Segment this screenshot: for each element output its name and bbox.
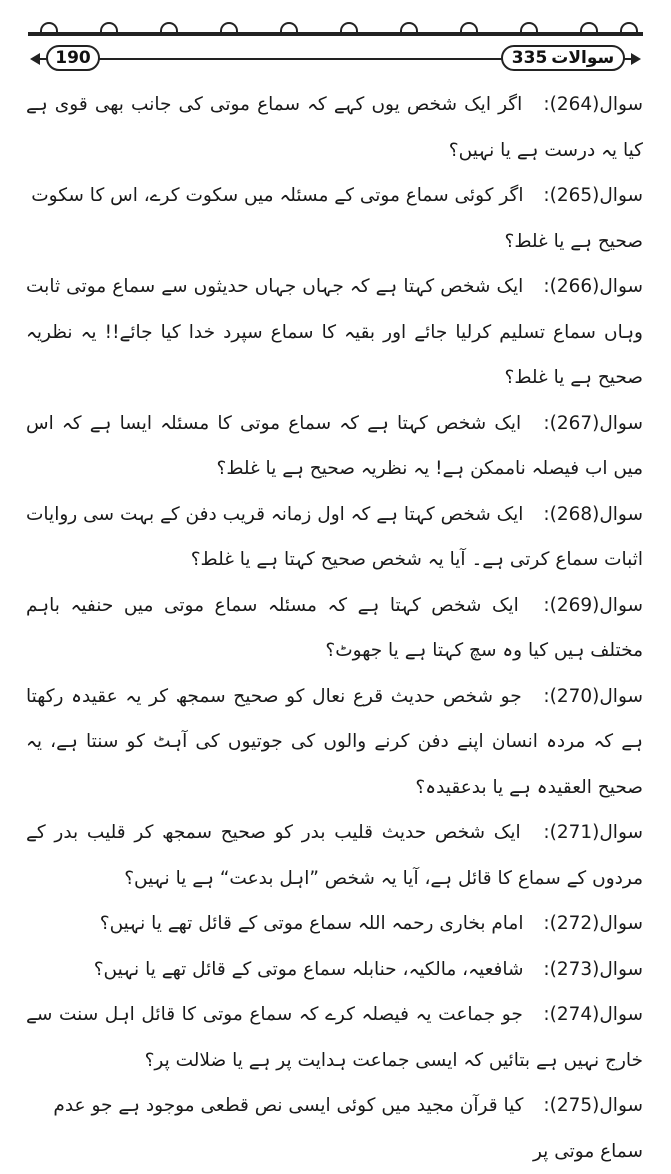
question-text: ایک شخص حدیث قلیب بدر کو صحیح سمجھ کر قلیب بدر کے مردوں کے سماع کا قائل ہے، آیا یہ شخص ”اہل بدعت“ ہے یا نہیں؟: [26, 822, 643, 889]
question-label: سوال(268):: [543, 503, 643, 525]
question-list: [26, 82, 643, 1174]
question-label: سوال(266):: [543, 276, 643, 297]
ornament-icon: [280, 22, 298, 34]
question-number: 270: [556, 685, 593, 707]
question-item: [26, 901, 643, 947]
question-label: سوال(274):: [543, 1004, 643, 1025]
question-label: سوال(269):: [543, 594, 643, 616]
ornament-icon: [520, 22, 538, 34]
question-label: سوال(267):: [543, 412, 643, 434]
ornament-icon: [160, 22, 178, 34]
question-number: 264: [556, 94, 593, 115]
question-text: ایک شخص کہتا ہے کہ مسئلہ سماع موتی میں حنفیہ باہم مختلف ہیں کیا وہ سچ کہتا ہے یا جھوٹ؟: [26, 594, 643, 661]
book-title-number: 335: [511, 48, 548, 68]
question-item: [26, 674, 643, 811]
book-title-word: سوالات: [551, 48, 615, 68]
ornament-icon: [340, 22, 358, 34]
question-label: سوال(272):: [543, 913, 643, 934]
question-number: 267: [556, 412, 593, 434]
question-text: جو جماعت یہ فیصلہ کرے کہ سماع موتی کا قائل اہل سنت سے خارج نہیں ہے بتائیں کہ ایسی جماعت ہدایت پر ہے یا ضلالت پر؟: [26, 1004, 643, 1071]
page-number-text: 190: [55, 48, 91, 68]
question-item: [26, 1083, 643, 1174]
question-item: [26, 992, 643, 1083]
question-item: [26, 264, 643, 401]
question-label: سوال(264):: [543, 94, 644, 115]
question-text: شافعیہ، مالکیہ، حنابلہ سماع موتی کے قائل تھے یا نہیں؟: [93, 958, 524, 980]
question-label: سوال(265):: [543, 185, 643, 206]
question-item: [26, 401, 643, 492]
ornament-icon: [400, 22, 418, 34]
question-number: 274: [556, 1004, 593, 1025]
question-number: 266: [556, 276, 593, 297]
question-text: اگر کوئی سماع موتی کے مسئلہ میں سکوت کرے، اس کا سکوت صحیح ہے یا غلط؟: [31, 185, 643, 252]
ornament-icon: [460, 22, 478, 34]
page-number: [46, 45, 100, 71]
question-item: [26, 583, 643, 674]
question-label: سوال(275):: [543, 1095, 643, 1116]
question-item: [26, 947, 643, 993]
question-number: 271: [556, 822, 593, 843]
question-text: اگر ایک شخص یوں کہے کہ سماع موتی کی جانب بھی قوی ہے کیا یہ درست ہے یا نہیں؟: [26, 94, 643, 161]
question-text: ایک شخص کہتا ہے کہ سماع موتی کا مسئلہ ایسا ہے کہ اس میں اب فیصلہ ناممکن ہے! یہ نظریہ صحیح ہے یا غلط؟: [26, 412, 643, 479]
question-text: ایک شخص کہتا ہے کہ اول زمانہ قریب دفن کے بہت سی روایات اثبات سماع کرتی ہے۔ آیا یہ شخص صحیح کہتا ہے یا غلط؟: [26, 503, 643, 570]
ornament-icon: [220, 22, 238, 34]
question-item: [26, 810, 643, 901]
ornament-icon: [40, 22, 58, 34]
question-label: سوال(273):: [543, 958, 643, 980]
arrow-left-icon: [30, 53, 40, 65]
question-item: [26, 492, 643, 583]
question-text: ایک شخص کہتا ہے کہ جہاں جہاں حدیثوں سے سماع موتی ثابت وہاں سماع تسلیم کرلیا جائے اور بقیہ کا سماع سپرد خدا کیا جائے!! یہ نظریہ صحیح ہے یا غلط؟: [26, 276, 643, 388]
question-text: امام بخاری رحمہ اللہ سماع موتی کے قائل تھے یا نہیں؟: [99, 913, 524, 934]
question-number: 268: [556, 503, 593, 525]
arrow-right-icon: [631, 53, 641, 65]
ornament-icon: [580, 22, 598, 34]
question-label: سوال(270):: [543, 685, 643, 707]
question-number: 273: [556, 958, 593, 980]
ornament-icon: [100, 22, 118, 34]
top-ornament-border: [28, 32, 643, 36]
question-text: کیا قرآن مجید میں کوئی ایسی نص قطعی موجود ہے جو عدم سماع موتی پر: [53, 1095, 643, 1162]
question-number: 272: [556, 913, 593, 934]
question-item: [26, 82, 643, 173]
ornament-icon: [620, 22, 638, 34]
question-item: [26, 173, 643, 264]
book-title: [501, 45, 625, 71]
question-number: 265: [556, 185, 593, 206]
question-number: 275: [556, 1095, 593, 1116]
question-number: 269: [556, 594, 593, 616]
question-text: جو شخص حدیث قرع نعال کو صحیح سمجھ کر یہ عقیدہ رکھتا ہے کہ مردہ انسان اپنے دفن کرنے والوں کی جوتیوں کی آہٹ کو سنتا ہے، یہ صحیح العقیدہ ہے یا بدعقیدہ؟: [26, 685, 643, 798]
question-label: سوال(271):: [543, 822, 643, 843]
